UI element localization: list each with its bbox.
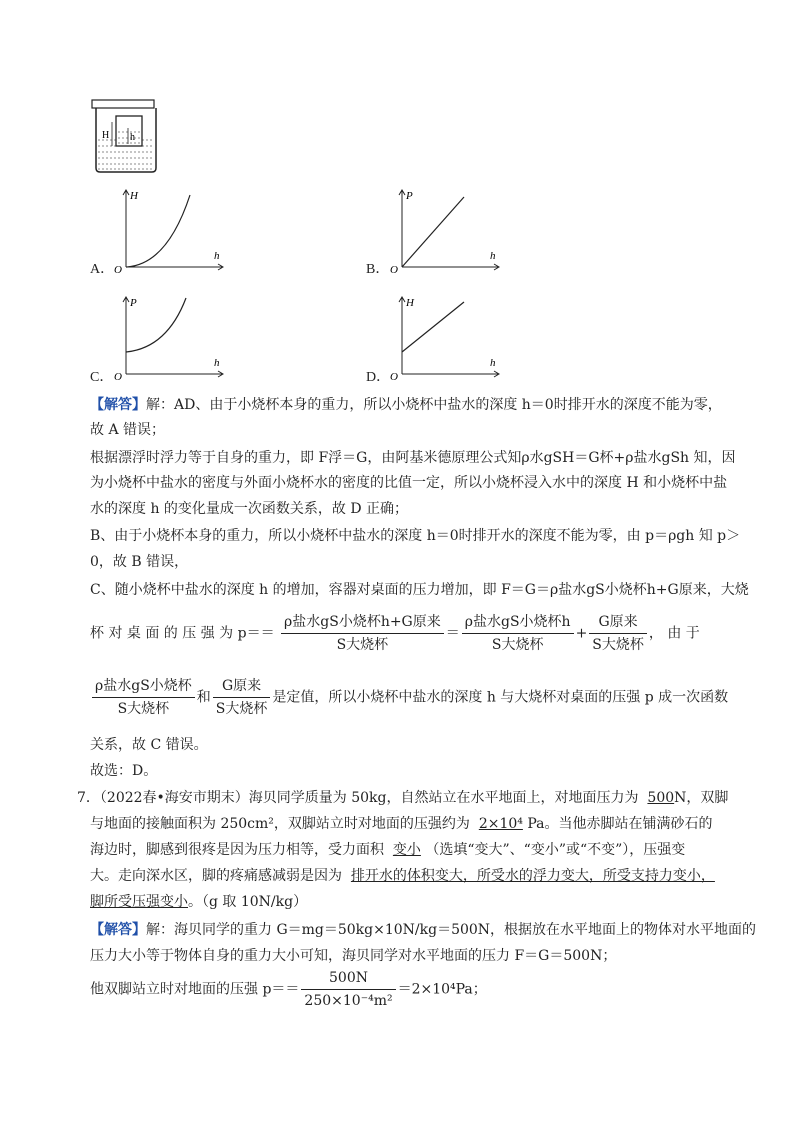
q7-line2: 与地面的接触面积为 250cm²，双脚站立时对地面的压强约为 2×10⁴ Pa。当他赤脚站在铺满砂石的: [90, 816, 713, 832]
graph-c-xlabel: h: [214, 357, 220, 369]
answer6-line9: 杯 对 桌 面 的 压 强 为 p＝＝ $\frac{\text{ρ盐水gS小烧杯h+G原来}}{\text{S大烧杯}}$ ＝ $\frac{\text{ρ盐水gS小烧杯h}}{\text{S大烧杯}}$ + $\frac{\text{G原来}}{\text{S大烧杯}}$ ， 由 于: [90, 614, 700, 653]
graph-a-curve: [126, 195, 190, 267]
beaker-label-H: H: [102, 130, 110, 141]
graph-a-origin: O: [114, 264, 122, 275]
answer6-line1: [90, 395, 722, 415]
q7-blank4: 排开水的体积变大，所受水的浮力变大，所受支持力变小，: [350, 868, 715, 884]
option-b-letter: B．: [366, 262, 390, 277]
q7-line5: 脚所受压强变小。（g 取 10N/kg）: [90, 894, 308, 910]
q7-answer-line1: 【解答】解：海贝同学的重力 G＝mg＝50kg×10N/kg＝500N，根据放在水平地面上的物体对水平地面的: [90, 922, 757, 938]
answer6-line11: 关系，故 C 错误。: [90, 737, 208, 753]
graph-b-ylabel: P: [406, 190, 413, 202]
answer6-text1: 解：AD、由于小烧杯本身的重力，所以小烧杯中盐水的深度 h＝0时排开水的深度不能为零，: [146, 397, 722, 413]
graph-a-xlabel: h: [214, 250, 220, 262]
graph-b-origin: O: [390, 264, 398, 275]
answer6-line10: $\frac{\text{ρ盐水gS小烧杯}}{\text{S大烧杯}}$ 和 $\frac{\text{G原来}}{\text{S大烧杯}}$ 是定值，所以小烧杯中盐水的深度 h 与大烧杯对桌面的压强 p 成一次函数: [90, 676, 728, 719]
q7-answer-tag: 【解答】: [90, 922, 146, 938]
q7-line3: 海边时，脚感到很疼是因为压力相等，受力面积 变小 （选填“变大”、“变小”或“不变”），压强变: [90, 842, 686, 858]
answer6-line7: 0，故 B 错误，: [90, 554, 189, 570]
answer6-line6: B、由于小烧杯本身的重力，所以小烧杯中盐水的深度 h＝0时排开水的深度不能为零，由 p＝ρgh 知 p＞: [90, 528, 741, 544]
graph-d: [388, 292, 503, 382]
graph-d-line: [402, 302, 464, 352]
beaker-label-h: h: [130, 132, 135, 143]
answer6-line2: 故 A 错误；: [90, 422, 166, 438]
graph-c-ylabel: P: [130, 297, 137, 309]
graph-c-origin: O: [114, 371, 122, 382]
option-d-letter: D．: [366, 370, 391, 385]
fraction-6: $\frac{500N}{\text{250×10⁻⁴m²}}$: [301, 968, 395, 1011]
q7-blank5: 脚所受压强变小: [90, 894, 188, 910]
graph-d-xlabel: h: [490, 357, 496, 369]
fraction-5: $\frac{\text{G原来}}{\text{S大烧杯}}$: [213, 676, 271, 719]
q7-blank1: 500: [647, 790, 675, 806]
graph-b-xlabel: h: [490, 250, 496, 262]
graph-a: [112, 185, 227, 275]
graph-d-ylabel: H: [406, 297, 414, 309]
graph-c: [112, 292, 227, 382]
answer6-line3: 根据漂浮时浮力等于自身的重力，即 F浮＝G，由阿基米德原理公式知ρ水gSH＝G杯+ρ盐水gSh 知，因: [90, 450, 736, 466]
fraction-3: $\frac{\text{G原来}}{\text{S大烧杯}}$: [589, 612, 647, 655]
answer6-line8: C、随小烧杯中盐水的深度 h 的增加，容器对桌面的压力增加，即 F＝G＝ρ盐水gS小烧杯h+G原来，大烧: [90, 582, 749, 598]
answer6-text9a: 杯 对 桌 面 的 压 强 为 p＝＝: [90, 625, 275, 642]
answer6-line5: 水的深度 h 的变化量成一次函数关系，故 D 正确；: [90, 501, 409, 517]
q7-blank3: 变小: [392, 842, 421, 858]
graph-d-origin: O: [390, 371, 398, 382]
beaker-figure: [90, 98, 170, 178]
answer6-line12: 故选：D。: [90, 763, 158, 779]
q7-line4: 大。走向深水区，脚的疼痛感减弱是因为 排开水的体积变大，所受水的浮力变大，所受支持力变小，: [90, 868, 715, 884]
answer6-line4: 为小烧杯中盐水的密度与外面小烧杯水的密度的比值一定，所以小烧杯浸入水中的深度 H 和小烧杯中盐: [90, 475, 728, 491]
answer6-tag: 【解答】: [90, 397, 146, 413]
option-a-letter: A．: [90, 262, 115, 277]
option-c-letter: C．: [90, 370, 114, 385]
q7-answer-line3: 他双脚站立时对地面的压强 p＝＝ $\frac{500N}{\text{250×10⁻⁴m²}}$ ＝2×10⁴Pa；: [90, 970, 487, 1009]
graph-a-ylabel: H: [130, 190, 138, 202]
graph-b-line: [402, 197, 464, 267]
q7-blank2: 2×10⁴: [478, 816, 523, 832]
graph-b: [388, 185, 503, 275]
fraction-1: $\frac{\text{ρ盐水gS小烧杯h+G原来}}{\text{S大烧杯}}$: [281, 612, 444, 655]
fraction-4: $\frac{\text{ρ盐水gS小烧杯}}{\text{S大烧杯}}$: [92, 676, 195, 719]
q7-answer-line2: 压力大小等于物体自身的重力大小可知，海贝同学对水平地面的压力 F＝G＝500N；: [90, 948, 617, 964]
fraction-2: $\frac{\text{ρ盐水gS小烧杯h}}{\text{S大烧杯}}$: [462, 612, 574, 655]
q7-line1: 7．（2022春•海安市期末）海贝同学质量为 50kg，自然站立在水平地面上，对地面压力为 500N，双脚: [77, 790, 729, 806]
